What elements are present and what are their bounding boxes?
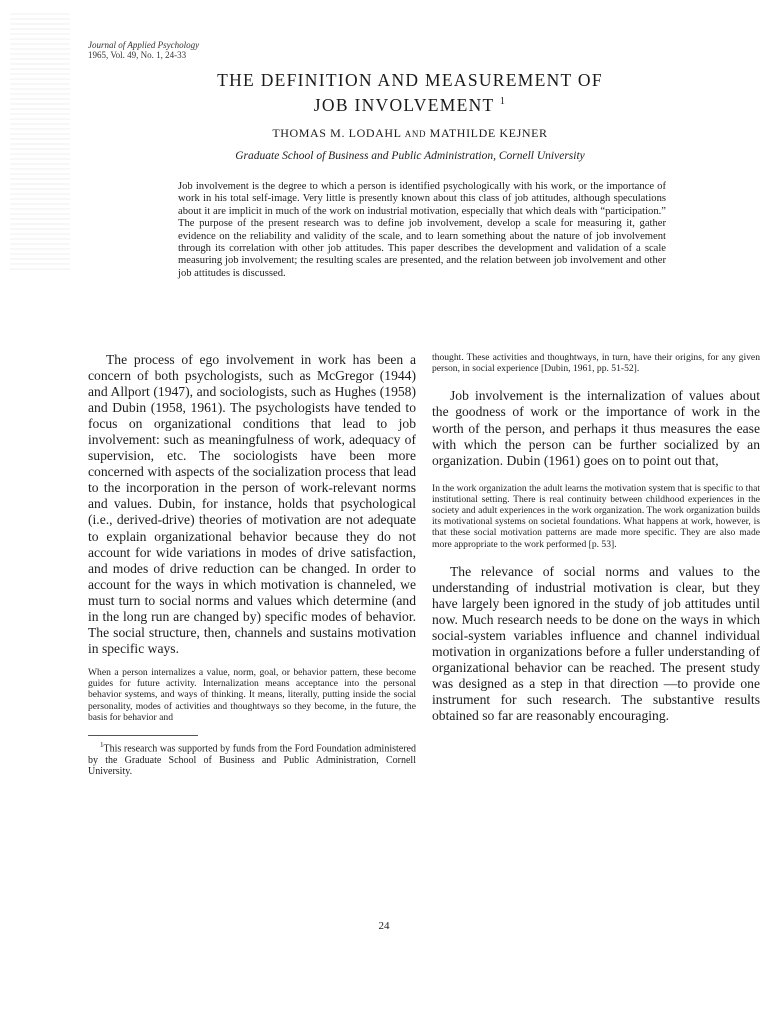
dubin-quote-part2: thought. These activities and thoughtways, in turn, have their origins, for any given person, in social experience [Dubin, 1961, pp. 51-52]. (432, 352, 760, 375)
page-number: 24 (378, 920, 390, 932)
footnote-divider (88, 735, 198, 736)
scan-margin-texture (10, 10, 70, 270)
dubin-quote-2: In the work organization the adult learns the motivation system that is specific to that institutional setting. There is real continuity between childhood experiences in the society and adult experiences in the work organization. The work organization builds its motivational systems on societal foundations. What happens at work, however, is that these social motivation patterns are made more specific. They are also made more appropriate to the work performed [p. 53]. (432, 482, 760, 550)
footnote-mark: 1 (100, 740, 104, 749)
relevance-paragraph: The relevance of social norms and values to the understanding of industrial motivation is clear, but they have largely been ignored in the study of job attitudes until now. Much research needs to be done on the ways in which social-system variables influence and channel individual motivation in organizations before a fuller understanding of organizational behavior can be reached. The present study was designed as a step in that direction —to provide one instrument for such research. The substantive results obtained so far are reasonably encouraging. (432, 563, 760, 724)
footnote-text: This research was supported by funds from the Ford Foundation administered by the Graduate School of Business and Public Administration, Cornell University. (88, 743, 416, 778)
author-affiliation: Graduate School of Business and Public Administration, Cornell University (235, 150, 585, 162)
right-column (432, 352, 760, 724)
journal-name: Journal of Applied Psychology (88, 40, 200, 50)
article-title-line2-text: JOB INVOLVEMENT (313, 94, 495, 115)
article-authors (100, 126, 720, 141)
author-and: AND (404, 129, 427, 139)
article-title-line1: THE DEFINITION AND MEASUREMENT OF (217, 70, 603, 90)
definition-paragraph: Job involvement is the internalization of values about the goodness of work or the importance of work in the worth of the person, and perhaps it thus measures the ease with which the person can be further socialized by an organization. Dubin (1961) goes on to point out that, (432, 388, 760, 468)
footnote (88, 740, 416, 778)
intro-paragraph: The process of ego involvement in work has been a concern of both psychologists, such as McGregor (1944) and Allport (1947), and sociologists, such as Hughes (1958) and Dubin (1958, 1961). The psychologists have tended to focus on organizational conditions that lead to job involvement: such as meaningfulness of work, adequacy of supervision, etc. The sociologists have been more concerned with aspects of the socialization process that lead to the incorporation in the person of work-relevant norms and values. Dubin, for instance, holds that psychological (i.e., derived-drive) theories of motivation are not adequate to explain organizational behavior because they do not account for wide variations in modes of drive satisfaction, and modes of drive reduction can be changed. In order to account for the ways in which motivation is channeled, we must turn to social norms and values which determine (and in the long run are changed by) specific modes of behavior. The social structure, then, channels and sustains motivation in specific ways. (88, 352, 416, 656)
journal-volume: 1965, Vol. 49, No. 1, 24-33 (88, 50, 187, 60)
journal-citation (88, 40, 199, 60)
article-title (100, 70, 720, 116)
article-title-line2 (100, 91, 720, 116)
abstract: Job involvement is the degree to which a person is identified psychologically with his work, or the importance of work in his total self-image. Very little is presently known about this class of job attitudes, although speculations about it are implicit in much of the work on industrial motivation, especially that which deals with “participation.” The purpose of the present research was to define job involvement, develop a scale for measuring it, gather evidence on the reliability and validity of the scale, and to learn something about the nature of job involvement through its correlation with other job attitudes. This paper describes the development and validation of a scale measuring job involvement; the resulting scales are presented, and the relation between job involvement and other job attitudes is discussed. (178, 181, 666, 279)
author-1: THOMAS M. LODAHL (272, 126, 402, 140)
dubin-quote-part1: When a person internalizes a value, norm, goal, or behavior pattern, these become guides for future activity. Internalization means acceptance into the personal behavior systems, and ways of thinking. It means, literally, putting inside the social personality, modes of activities and thoughtways so they become, in the future, the basis for behavior and (88, 666, 416, 723)
title-footnote-mark: 1 (499, 96, 507, 107)
author-2: MATHILDE KEJNER (429, 126, 548, 140)
left-column (88, 352, 416, 778)
